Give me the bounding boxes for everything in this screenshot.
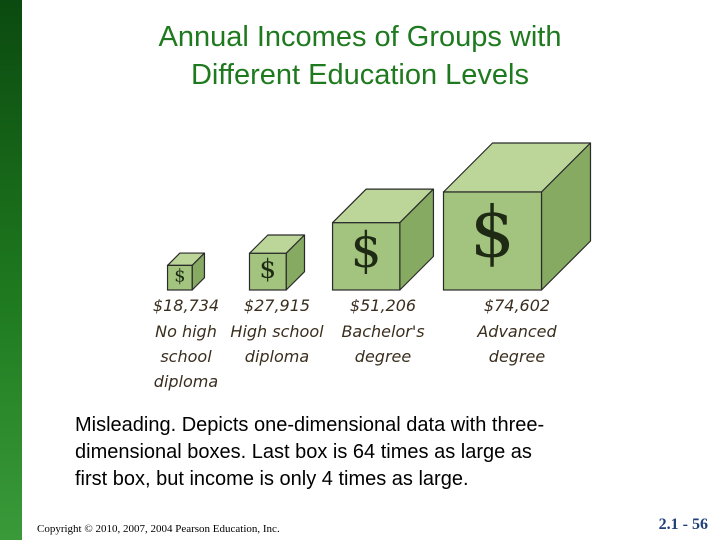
dollar-icon-0: $ bbox=[174, 266, 186, 287]
slide-number: 2.1 - 56 bbox=[658, 516, 708, 533]
value-label-0: $18,734 bbox=[152, 296, 220, 315]
category-label-3-1: degree bbox=[488, 347, 546, 366]
dollar-icon-3: $ bbox=[470, 190, 515, 274]
value-label-3: $74,602 bbox=[483, 296, 551, 315]
body-line-1: Misleading. Depicts one-dimensional data with three- bbox=[75, 414, 545, 436]
category-label-2-1: degree bbox=[354, 347, 412, 366]
value-label-1: $27,915 bbox=[243, 296, 311, 315]
body-line-2: dimensional boxes. Last box is 64 times as large as bbox=[75, 441, 532, 463]
title-line-1: Annual Incomes of Groups with bbox=[158, 21, 562, 53]
category-label-0-2: diploma bbox=[153, 372, 219, 391]
dollar-icon-1: $ bbox=[259, 253, 277, 285]
slide-body bbox=[75, 412, 695, 493]
category-label-3-0: Advanced bbox=[477, 322, 557, 341]
category-label-0-0: No high bbox=[155, 322, 217, 341]
title-line-2: Different Education Levels bbox=[190, 59, 529, 91]
category-label-1-1: diploma bbox=[244, 347, 310, 366]
category-label-1-0: High school bbox=[230, 322, 324, 341]
category-label-0-1: school bbox=[160, 347, 212, 366]
value-label-2: $51,206 bbox=[349, 296, 417, 315]
dollar-icon-2: $ bbox=[350, 223, 382, 280]
body-line-3: first box, but income is only 4 times as large. bbox=[75, 468, 469, 490]
copyright-text: Copyright © 2010, 2007, 2004 Pearson Education, Inc. bbox=[37, 523, 280, 535]
category-label-2-0: Bachelor's bbox=[341, 322, 425, 341]
